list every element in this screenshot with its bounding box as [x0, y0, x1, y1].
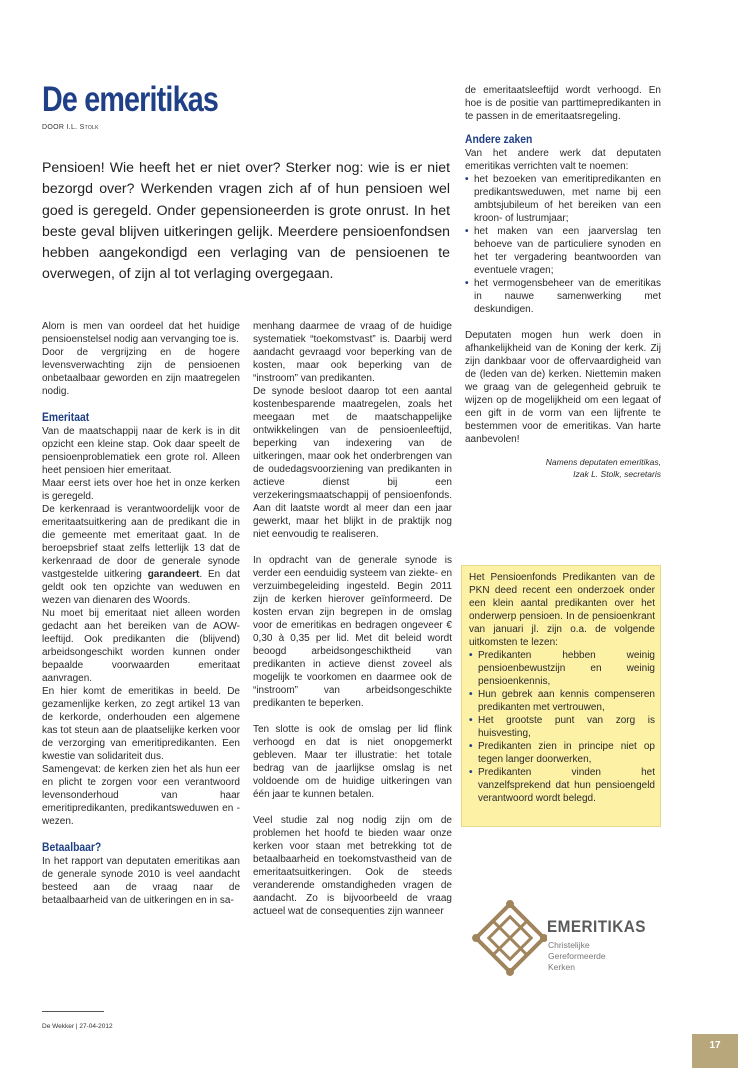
column-1 — [42, 320, 240, 907]
bullet-icon: • — [469, 767, 473, 778]
list-item-text: Hun gebrek aan kennis compenseren predikanten met vertrouwen, — [478, 689, 655, 713]
list-item — [465, 225, 661, 277]
bullet-icon: • — [465, 174, 469, 185]
list-item-text: Predikanten hebben weinig pensioenbewustzijn en weinig pensioenkennis, — [478, 650, 655, 687]
box-bullet-list — [469, 649, 655, 805]
paragraph: Ten slotte is ook de omslag per lid flink verhoogd en dat is niet onopgemerkt gebleven. Maar ter illustratie: het totale bedrag van de jaarlijkse omslag is net voldoende om de huidige uitkeringen van één jaar te kunnen betalen. — [253, 724, 452, 800]
bullet-icon: • — [469, 715, 473, 726]
column-3 — [465, 84, 661, 480]
paragraph: Nu moet bij emeritaat niet alleen worden gedacht aan het bereiken van de AOW-leeftijd. Ook predikanten die (blijvend) arbeidsongeschikt worden kunnen onder bepaalde voorwaarden emeritaat aanvragen. — [42, 608, 240, 684]
intro-paragraph: Pensioen! Wie heeft het er niet over? Sterker nog: wie is er niet bezorgd over? Werkenden vragen zich af of hun pensioen wel goed is geregeld. Onder gepensioneerden is grote onrust. In het beste geval blijven uitkeringen gelijk. Meerdere pensioenfondsen hebben aangekondigd een verlaging van de pensioenen te overwegen, of zijn al tot verlaging overgegaan. — [42, 159, 450, 282]
text-run: . En dat geldt ook ten opzichte van weduwen en wezen van dienaren des Woords. — [42, 569, 241, 606]
emeritikas-emblem-icon — [472, 898, 547, 978]
list-item — [465, 277, 661, 316]
column-2 — [253, 320, 452, 918]
bullet-icon: • — [465, 278, 469, 289]
subheading-andere-zaken: Andere zaken — [465, 134, 533, 146]
list-item — [469, 688, 655, 714]
page-number: 17 — [709, 1040, 721, 1051]
subheading-betaalbaar: Betaalbaar? — [42, 842, 102, 854]
author-name: I.L. Stolk — [66, 124, 99, 131]
logo-subtitle — [548, 940, 606, 973]
paragraph: De synode besloot daarop tot een aantal kostenbesparende maatregelen, zoals het meegaan met de maatschappelijke ontwikkelingen van de pensioenleeftijd, beperking van indexering van de uitkeringen, maar ook het onderbrengen van de oudedagsvoorziening van predikanten in actieve dienst bij een verzekeringsmaatschappij of pensioenfonds. Aan dit laatste wordt al meer dan een jaar gewerkt, maar het blijkt in de praktijk nog niet eenvoudig te realiseren. — [253, 386, 452, 540]
paragraph: Deputaten mogen hun werk doen in afhankelijkheid van de Koning der kerk. Zij zijn dankbaar voor de offervaardigheid van de (leden van de) kerken. Niettemin maken we graag van de gelegenheid gebruik te wijzen op de mogelijkheid om een legaat of een gift in de vorm van een lijfrente te bestemmen voor de emeritikas. Van harte aanbevolen! — [465, 330, 661, 445]
list-item-text: het bezoeken van emeritipredikanten en predikantsweduwen, met name bij een ambtsjubileum of het bereiken van een kroon- of lustrumjaar; — [474, 174, 661, 224]
paragraph: Samengevat: de kerken zien het als hun eer en plicht te zorgen voor een verantwoord levensonderhoud van haar emeritipredikanten, predikantsweduwen en -wezen. — [42, 764, 240, 827]
paragraph: Maar eerst iets over hoe het in onze kerken is geregeld. — [42, 478, 240, 502]
logo-subtitle-line: Gereformeerde — [548, 951, 606, 961]
paragraph: In het rapport van deputaten emeritikas aan de generale synode 2010 is veel aandacht besteed aan de vraag naar de betaalbaarheid van de uitkeringen en in sa- — [42, 856, 240, 906]
bullet-icon: • — [469, 741, 473, 752]
paragraph — [42, 503, 240, 607]
list-item-text: het maken van een jaarverslag ten behoeve van de particuliere synoden en het ter vergadering beantwoorden van eventuele vragen; — [474, 226, 661, 276]
list-item-text: Predikanten zien in principe niet op tegen langer doorwerken, — [478, 741, 655, 765]
paragraph: Van de maatschappij naar de kerk is in dit opzicht een kleine stap. Ook daar speelt de pensioenproblematiek een grote rol. Alleen heet pensioen hier emeritaat. — [42, 426, 240, 476]
list-item-text: Het grootste punt van zorg is huisvesting, — [478, 715, 655, 739]
logo-wordmark: EMERITIKAS — [547, 917, 646, 936]
bullet-icon: • — [469, 689, 473, 700]
signature-line: Izak L. Stolk, secretaris — [573, 469, 661, 479]
bullet-icon: • — [465, 226, 469, 237]
text-run: De kerkenraad is verantwoordelijk voor de emeritaatsuitkering aan de predikant die in die gemeente met emeritaat gaat. In de beroepsbrief staat zelfs letterlijk 13 dat de kerkenraad de door de generale synode vastgestelde uitkering — [42, 504, 240, 580]
bullet-list — [465, 173, 661, 316]
list-item — [469, 766, 655, 805]
article-intro — [42, 157, 450, 285]
list-item-text: het vermogensbeheer van de emeritikas in nauwe samenwerking met deskundigen. — [474, 278, 661, 315]
paragraph: En hier komt de emeritikas in beeld. De gezamenlijke kerken, zo zegt artikel 13 van de kerkorde, onderhouden een algemene kas tot steun aan de plaatselijke kerken voor de verzorging van emeritipredikanten. Een kwestie van solidariteit dus. — [42, 686, 240, 762]
box-intro: Het Pensioenfonds Predikanten van de PKN deed recent een onderzoek onder een klein aantal predikanten over het onderwerp pensioen. In de pensioenkrant van januari jl. zijn o.a. de volgende uitkomsten te lezen: — [469, 572, 655, 648]
bullet-icon: • — [469, 650, 473, 661]
list-item — [469, 714, 655, 740]
subheading-emeritaat: Emeritaat — [42, 412, 90, 424]
logo-subtitle-line: Christelijke — [548, 940, 590, 950]
paragraph: In opdracht van de generale synode is verder een eenduidig systeem van ziekte- en verzuimbegeleiding ingesteld. Begin 2011 zijn de kerken hierover geïnformeerd. De kosten ervan zijn begrepen in de omslag voor de emeritikas en bedragen ongeveer € 0,30 à 0,35 per lid. Met dit beleid wordt beoogd arbeidsongeschiktheid van predikanten in actieve dienst zoveel als mogelijk te voorkomen en daarmee ook de “instroom” van arbeidsongeschikte predikanten te beperken. — [253, 555, 453, 709]
paragraph: menhang daarmee de vraag of de huidige systematiek “toekomstvast” is. Daarbij werd aandacht gevraagd voor beperking van de kosten, maar ook beperking van de “instroom” van predikanten. — [253, 321, 452, 384]
byline — [42, 124, 99, 131]
footer-source: De Wekker | 27-04-2012 — [42, 1023, 113, 1030]
paragraph: Alom is men van oordeel dat het huidige pensioenstelsel nodig aan vervanging toe is. — [42, 321, 240, 345]
byline-prefix: DOOR — [42, 124, 65, 131]
paragraph: Van het andere werk dat deputaten emeritikas verrichten valt te noemen: — [465, 148, 661, 172]
list-item — [469, 649, 655, 688]
logo-subtitle-line: Kerken — [548, 962, 575, 972]
bold-term: garandeert — [147, 569, 200, 580]
list-item-text: Predikanten vinden het vanzelfsprekend dat hun pensioengeld verantwoord wordt belegd. — [478, 767, 655, 804]
article-title: De emeritikas — [42, 80, 219, 119]
paragraph: Door de vergrijzing en de hogere levensverwachting zijn de pensioenen onbetaalbaar geworden en zijn maatregelen nodig. — [42, 347, 240, 397]
footer-divider — [42, 1011, 104, 1012]
list-item — [465, 173, 661, 225]
signature-line: Namens deputaten emeritikas, — [545, 457, 661, 467]
info-box — [461, 565, 661, 827]
list-item — [469, 740, 655, 766]
paragraph: de emeritaatsleeftijd wordt verhoogd. En hoe is de positie van parttimepredikanten in te passen in de emeritaatsregeling. — [465, 85, 661, 122]
paragraph: Veel studie zal nog nodig zijn om de problemen het hoofd te bieden waar onze kerken voor staan met betrekking tot de betaalbaarheid en toekomstvastheid van de emeritaatsuitkeringen. Ook de steeds veranderende omstandigheden vragen de aandacht. Zo is bijvoorbeeld de vraag actueel wat de consequenties zijn wanneer — [253, 815, 452, 917]
